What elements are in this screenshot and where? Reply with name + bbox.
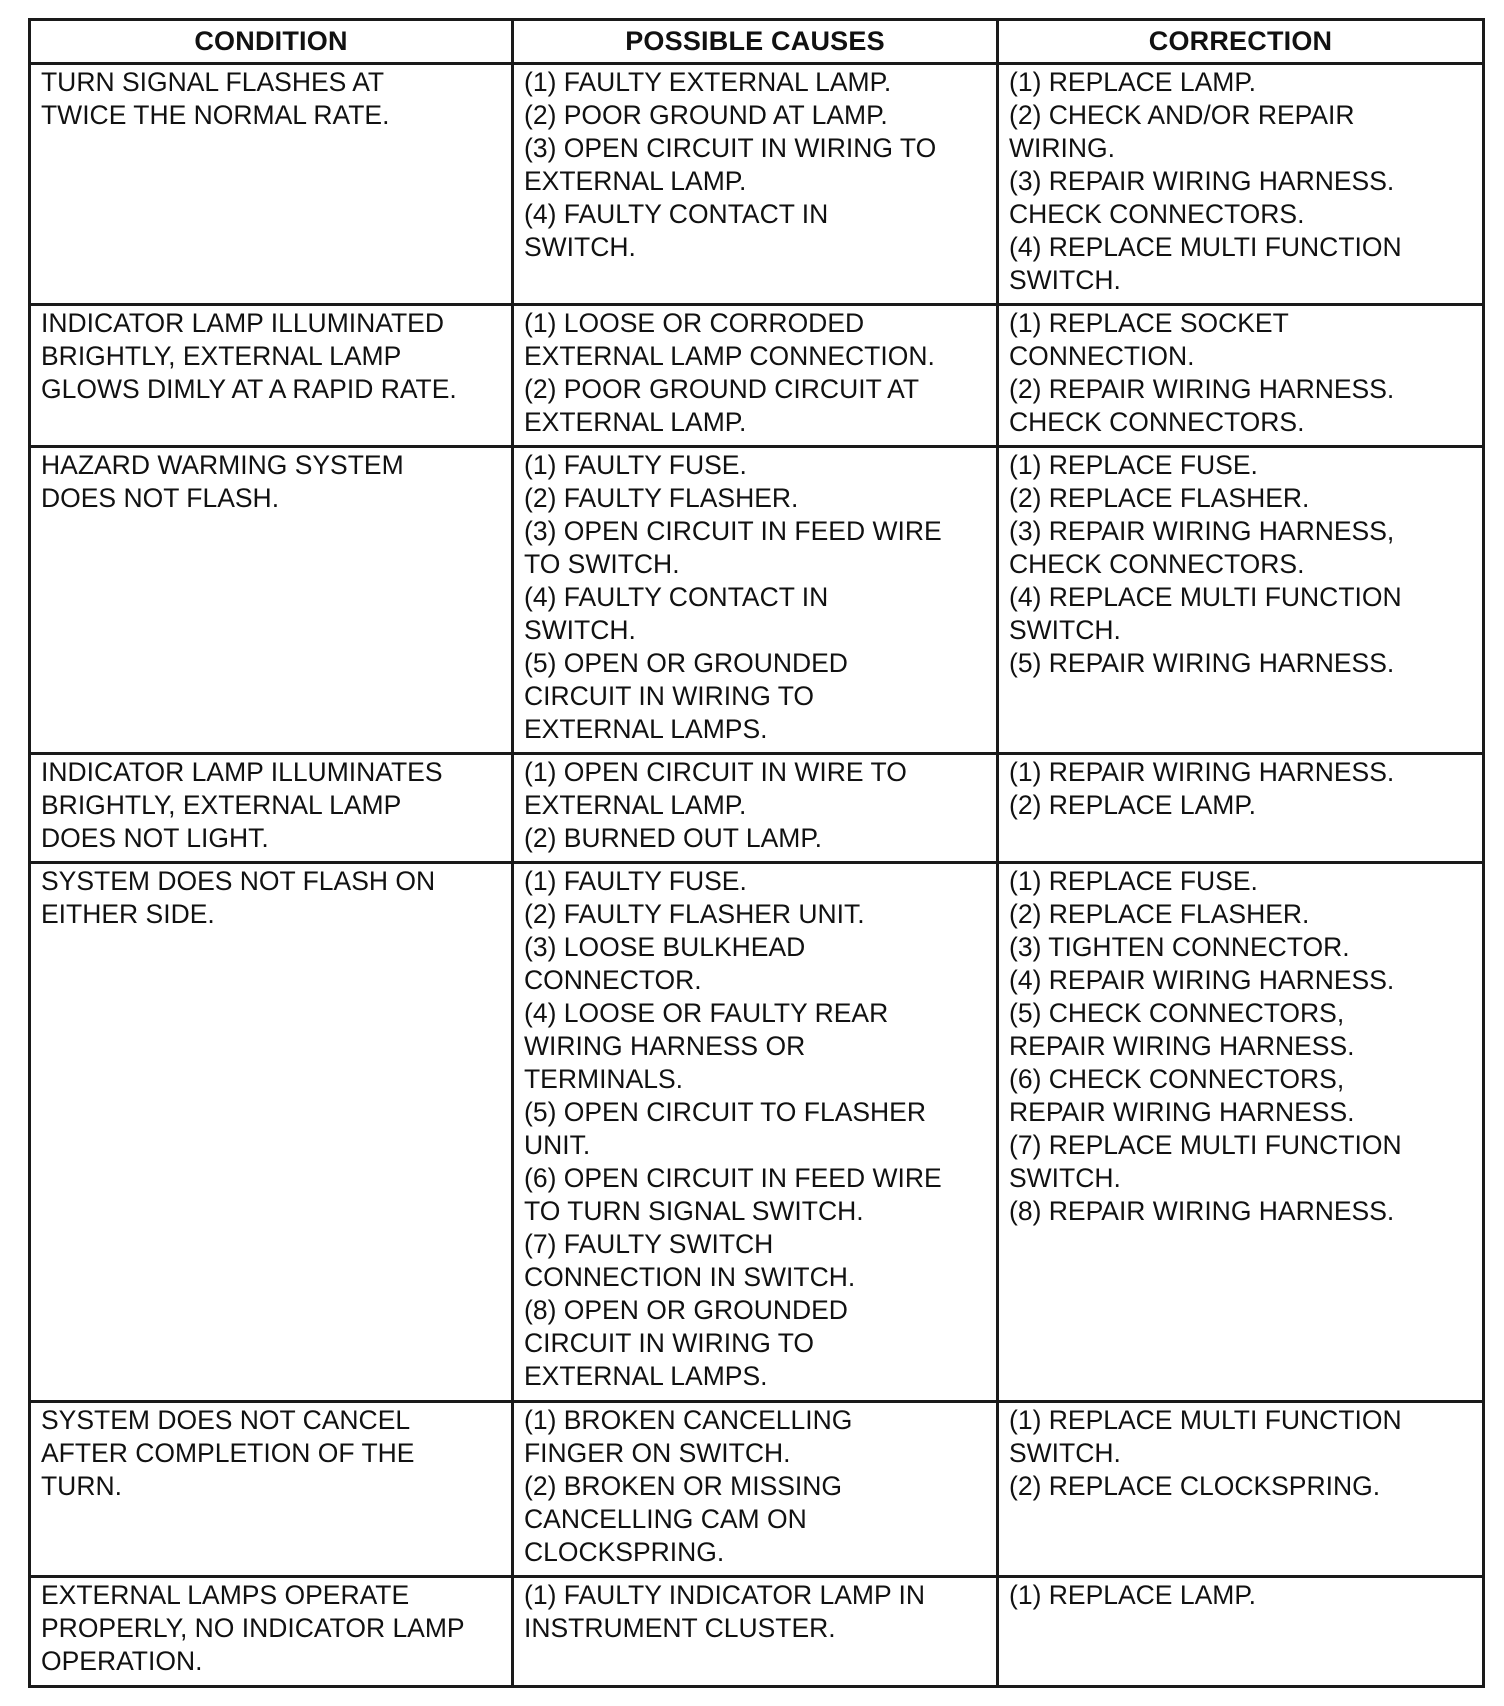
- cell-text-line: EITHER SIDE.: [41, 899, 215, 929]
- cell-text-line: (2) POOR GROUND CIRCUIT AT: [524, 374, 920, 404]
- cell-text-line: SWITCH.: [524, 615, 636, 645]
- cell-text-line: (1) OPEN CIRCUIT IN WIRE TO: [524, 757, 907, 787]
- cell-text-line: (3) OPEN CIRCUIT IN WIRING TO: [524, 133, 937, 163]
- cell-text-line: EXTERNAL LAMPS OPERATE: [41, 1580, 410, 1610]
- table-row: [30, 1402, 1484, 1577]
- cell-text-line: SYSTEM DOES NOT FLASH ON: [41, 866, 436, 896]
- possible-causes-cell: [513, 447, 998, 754]
- cell-text-line: (2) FAULTY FLASHER.: [524, 483, 799, 513]
- cell-text-line: (4) REPAIR WIRING HARNESS.: [1009, 965, 1395, 995]
- possible-causes-cell: [513, 305, 998, 447]
- possible-causes-cell: [513, 1577, 998, 1687]
- cell-text-line: (2) REPLACE LAMP.: [1009, 790, 1256, 820]
- cell-text-line: TO SWITCH.: [524, 549, 680, 579]
- cell-text-line: SWITCH.: [524, 232, 636, 262]
- table-row: [30, 64, 1484, 305]
- cell-text-line: TO TURN SIGNAL SWITCH.: [524, 1196, 864, 1226]
- cell-text-line: (1) BROKEN CANCELLING: [524, 1405, 853, 1435]
- cell-text-line: (4) LOOSE OR FAULTY REAR: [524, 998, 889, 1028]
- cell-text-line: (4) REPLACE MULTI FUNCTION: [1009, 582, 1402, 612]
- cell-text-line: (2) CHECK AND/OR REPAIR: [1009, 100, 1355, 130]
- cell-text-line: EXTERNAL LAMPS.: [524, 714, 768, 744]
- cell-text-line: (1) FAULTY INDICATOR LAMP IN: [524, 1580, 926, 1610]
- cell-text-line: DOES NOT LIGHT.: [41, 823, 269, 853]
- cell-text-line: (2) BROKEN OR MISSING: [524, 1471, 843, 1501]
- cell-text-line: (5) OPEN CIRCUIT TO FLASHER: [524, 1097, 926, 1127]
- cell-text-line: (5) OPEN OR GROUNDED: [524, 648, 848, 678]
- cell-text-line: (1) REPLACE MULTI FUNCTION: [1009, 1405, 1402, 1435]
- cell-text-line: INSTRUMENT CLUSTER.: [524, 1613, 836, 1643]
- possible-causes-cell: [513, 863, 998, 1402]
- possible-causes-cell: [513, 754, 998, 863]
- correction-cell: [998, 305, 1484, 447]
- cell-text-line: SYSTEM DOES NOT CANCEL: [41, 1405, 411, 1435]
- cell-text-line: REPAIR WIRING HARNESS.: [1009, 1031, 1355, 1061]
- condition-cell: [30, 754, 513, 863]
- table-row: [30, 863, 1484, 1402]
- cell-text-line: EXTERNAL LAMP.: [524, 790, 747, 820]
- cell-text-line: SWITCH.: [1009, 1438, 1121, 1468]
- cell-text-line: (4) FAULTY CONTACT IN: [524, 199, 829, 229]
- table-body: [30, 64, 1484, 1687]
- cell-text-line: EXTERNAL LAMP CONNECTION.: [524, 341, 935, 371]
- cell-text-line: (3) TIGHTEN CONNECTOR.: [1009, 932, 1350, 962]
- cell-text-line: SWITCH.: [1009, 615, 1121, 645]
- cell-text-line: BRIGHTLY, EXTERNAL LAMP: [41, 790, 402, 820]
- cell-text-line: (2) REPLACE FLASHER.: [1009, 483, 1310, 513]
- cell-text-line: (3) OPEN CIRCUIT IN FEED WIRE: [524, 516, 942, 546]
- cell-text-line: CLOCKSPRING.: [524, 1537, 725, 1567]
- cell-text-line: TWICE THE NORMAL RATE.: [41, 100, 390, 130]
- possible-causes-cell: [513, 1402, 998, 1577]
- cell-text-line: CANCELLING CAM ON: [524, 1504, 807, 1534]
- cell-text-line: (2) POOR GROUND AT LAMP.: [524, 100, 888, 130]
- cell-text-line: (1) REPLACE SOCKET: [1009, 308, 1289, 338]
- cell-text-line: (1) LOOSE OR CORRODED: [524, 308, 865, 338]
- cell-text-line: INDICATOR LAMP ILLUMINATED: [41, 308, 444, 338]
- cell-text-line: (3) REPAIR WIRING HARNESS.: [1009, 166, 1395, 196]
- table-row: [30, 447, 1484, 754]
- cell-text-line: TURN SIGNAL FLASHES AT: [41, 67, 385, 97]
- cell-text-line: (1) REPLACE LAMP.: [1009, 1580, 1256, 1610]
- cell-text-line: PROPERLY, NO INDICATOR LAMP: [41, 1613, 465, 1643]
- cell-text-line: (3) LOOSE BULKHEAD: [524, 932, 806, 962]
- cell-text-line: (5) REPAIR WIRING HARNESS.: [1009, 648, 1395, 678]
- cell-text-line: EXTERNAL LAMP.: [524, 407, 747, 437]
- cell-text-line: (2) REPAIR WIRING HARNESS.: [1009, 374, 1395, 404]
- cell-text-line: (2) REPLACE FLASHER.: [1009, 899, 1310, 929]
- diagnosis-table: [28, 18, 1485, 1688]
- cell-text-line: (2) FAULTY FLASHER UNIT.: [524, 899, 865, 929]
- cell-text-line: BRIGHTLY, EXTERNAL LAMP: [41, 341, 402, 371]
- cell-text-line: (3) REPAIR WIRING HARNESS,: [1009, 516, 1395, 546]
- correction-cell: [998, 863, 1484, 1402]
- cell-text-line: TERMINALS.: [524, 1064, 684, 1094]
- condition-cell: [30, 64, 513, 305]
- cell-text-line: TURN.: [41, 1471, 122, 1501]
- cell-text-line: CIRCUIT IN WIRING TO: [524, 1328, 815, 1358]
- cell-text-line: WIRING.: [1009, 133, 1115, 163]
- cell-text-line: AFTER COMPLETION OF THE: [41, 1438, 415, 1468]
- header-possible-causes: POSSIBLE CAUSES: [513, 20, 998, 64]
- cell-text-line: FINGER ON SWITCH.: [524, 1438, 791, 1468]
- cell-text-line: (6) CHECK CONNECTORS,: [1009, 1064, 1345, 1094]
- cell-text-line: SWITCH.: [1009, 265, 1121, 295]
- cell-text-line: CHECK CONNECTORS.: [1009, 407, 1305, 437]
- cell-text-line: (4) FAULTY CONTACT IN: [524, 582, 829, 612]
- cell-text-line: SWITCH.: [1009, 1163, 1121, 1193]
- cell-text-line: (8) OPEN OR GROUNDED: [524, 1295, 848, 1325]
- correction-cell: [998, 754, 1484, 863]
- cell-text-line: CHECK CONNECTORS.: [1009, 549, 1305, 579]
- cell-text-line: (1) REPLACE LAMP.: [1009, 67, 1256, 97]
- cell-text-line: OPERATION.: [41, 1646, 203, 1676]
- cell-text-line: (2) BURNED OUT LAMP.: [524, 823, 822, 853]
- cell-text-line: CONNECTION IN SWITCH.: [524, 1262, 856, 1292]
- cell-text-line: CONNECTION.: [1009, 341, 1195, 371]
- cell-text-line: (7) REPLACE MULTI FUNCTION: [1009, 1130, 1402, 1160]
- cell-text-line: (6) OPEN CIRCUIT IN FEED WIRE: [524, 1163, 942, 1193]
- cell-text-line: (1) FAULTY FUSE.: [524, 866, 747, 896]
- cell-text-line: WIRING HARNESS OR: [524, 1031, 806, 1061]
- correction-cell: [998, 1577, 1484, 1687]
- cell-text-line: (7) FAULTY SWITCH: [524, 1229, 774, 1259]
- cell-text-line: EXTERNAL LAMP.: [524, 166, 747, 196]
- correction-cell: [998, 447, 1484, 754]
- condition-cell: [30, 305, 513, 447]
- table-header-row: [30, 20, 1484, 64]
- cell-text-line: DOES NOT FLASH.: [41, 483, 280, 513]
- table-row: [30, 1577, 1484, 1687]
- condition-cell: [30, 1577, 513, 1687]
- correction-cell: [998, 64, 1484, 305]
- cell-text-line: INDICATOR LAMP ILLUMINATES: [41, 757, 443, 787]
- condition-cell: [30, 863, 513, 1402]
- cell-text-line: (1) REPLACE FUSE.: [1009, 450, 1258, 480]
- cell-text-line: CHECK CONNECTORS.: [1009, 199, 1305, 229]
- cell-text-line: CIRCUIT IN WIRING TO: [524, 681, 815, 711]
- header-correction: CORRECTION: [998, 20, 1484, 64]
- cell-text-line: EXTERNAL LAMPS.: [524, 1361, 768, 1391]
- cell-text-line: (1) FAULTY FUSE.: [524, 450, 747, 480]
- cell-text-line: HAZARD WARMING SYSTEM: [41, 450, 404, 480]
- cell-text-line: GLOWS DIMLY AT A RAPID RATE.: [41, 374, 457, 404]
- cell-text-line: (8) REPAIR WIRING HARNESS.: [1009, 1196, 1395, 1226]
- condition-cell: [30, 447, 513, 754]
- cell-text-line: (4) REPLACE MULTI FUNCTION: [1009, 232, 1402, 262]
- cell-text-line: (2) REPLACE CLOCKSPRING.: [1009, 1471, 1381, 1501]
- cell-text-line: (1) REPAIR WIRING HARNESS.: [1009, 757, 1395, 787]
- table-row: [30, 754, 1484, 863]
- condition-cell: [30, 1402, 513, 1577]
- cell-text-line: CONNECTOR.: [524, 965, 702, 995]
- header-condition: CONDITION: [30, 20, 513, 64]
- table-row: [30, 305, 1484, 447]
- correction-cell: [998, 1402, 1484, 1577]
- cell-text-line: (1) REPLACE FUSE.: [1009, 866, 1258, 896]
- possible-causes-cell: [513, 64, 998, 305]
- cell-text-line: UNIT.: [524, 1130, 591, 1160]
- cell-text-line: REPAIR WIRING HARNESS.: [1009, 1097, 1355, 1127]
- cell-text-line: (1) FAULTY EXTERNAL LAMP.: [524, 67, 892, 97]
- cell-text-line: (5) CHECK CONNECTORS,: [1009, 998, 1345, 1028]
